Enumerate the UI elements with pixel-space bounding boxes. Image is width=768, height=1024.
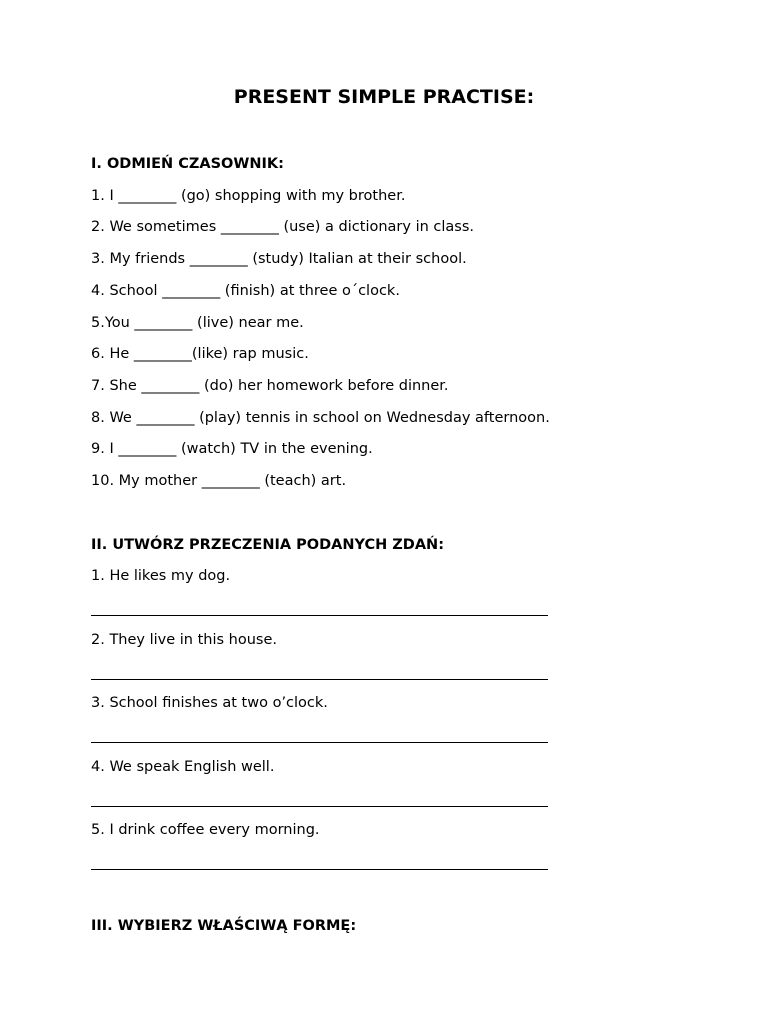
answer-line-5	[91, 869, 548, 870]
answer-line-4	[91, 806, 548, 807]
exercise-2-item-5: 5. I drink coffee every morning.	[91, 822, 320, 838]
exercise-2-item-2: 2. They live in this house.	[91, 632, 278, 648]
exercise-1-item-8: 8. We ________ (play) tennis in school on Wednesday afternoon.	[91, 410, 550, 426]
exercise-1-item-6: 6. He ________(like) rap music.	[91, 346, 309, 362]
exercise-1-item-5: 5.You ________ (live) near me.	[91, 315, 304, 331]
section-3-heading: III. WYBIERZ WŁAŚCIWĄ FORMĘ:	[91, 918, 357, 934]
answer-line-1	[91, 615, 548, 616]
answer-line-3	[91, 742, 548, 743]
section-1-heading: I. ODMIEŃ CZASOWNIK:	[91, 156, 284, 172]
exercise-1-item-7: 7. She ________ (do) her homework before dinner.	[91, 378, 449, 394]
exercise-1-item-1: 1. I ________ (go) shopping with my brother.	[91, 188, 406, 204]
exercise-2-item-4: 4. We speak English well.	[91, 759, 275, 775]
exercise-1-item-2: 2. We sometimes ________ (use) a dictionary in class.	[91, 219, 474, 235]
section-2-heading: II. UTWÓRZ PRZECZENIA PODANYCH ZDAŃ:	[91, 537, 444, 553]
exercise-2-item-1: 1. He likes my dog.	[91, 568, 231, 584]
answer-line-2	[91, 679, 548, 680]
exercise-1-item-3: 3. My friends ________ (study) Italian at their school.	[91, 251, 467, 267]
page-title: PRESENT SIMPLE PRACTISE:	[233, 86, 535, 108]
exercise-2-item-3: 3. School finishes at two o’clock.	[91, 695, 328, 711]
exercise-1-item-9: 9. I ________ (watch) TV in the evening.	[91, 441, 373, 457]
exercise-1-item-10: 10. My mother ________ (teach) art.	[91, 473, 347, 489]
exercise-1-item-4: 4. School ________ (finish) at three o´clock.	[91, 283, 400, 299]
